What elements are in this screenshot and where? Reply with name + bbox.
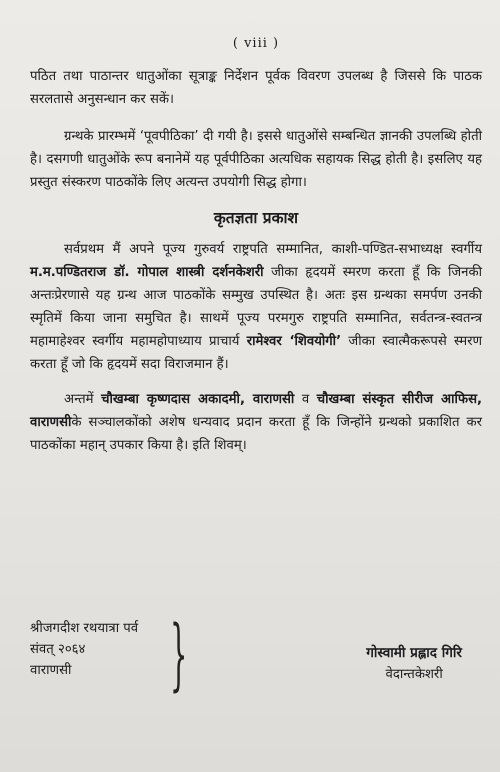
gratitude-text-2: जीका हृदयमें स्मरण करता हूँ कि जिनकी अन्तःप्रेरणासे यह ग्रन्थ आज पाठकोंके सम्मुख उपस्थित है। अतः इस ग्रन्थका समर्पण उनकी स्मृतिमें किया जाना समुचित है। साथमें पूज्य परमगुरु राष्ट्रपति सम्मानित, सर्वतन्त्र-स्वतन्त्र महामाहेश्वर स्वर्गीय महामहोपाध्याय प्राचार्य: [30, 265, 483, 349]
curly-brace-icon: }: [170, 610, 188, 700]
publisher-name-1: चौखम्बा कृष्णदास अकादमी, वाराणसी: [101, 392, 295, 407]
paramguru-name: रामेश्वर ‘शिवयोगी’: [246, 334, 342, 349]
place: वाराणसी: [30, 663, 72, 678]
paragraph-gratitude-teachers: [30, 238, 482, 376]
paragraph-continuation: पठित तथा पाठान्तर धातुओंका सूत्राङ्क निर्देशन पूर्वक विवरण उपलब्ध है जिससे कि पाठक सरलतासे अनुसन्धान कर सकें।: [30, 69, 482, 107]
author-name: गोस्वामी प्रह्लाद गिरि: [366, 645, 462, 661]
publisher-text-2: व: [294, 392, 317, 407]
publisher-text-1: अन्तमें: [64, 392, 102, 407]
gratitude-text-3: जीका स्वात्मैकरूपसे स्मरण करता हूँ जो कि हृदयमें सदा विराजमान हैं।: [30, 334, 483, 372]
page-number: ( viii ): [232, 36, 280, 51]
occasion: श्रीजगदीश रथयात्रा पर्व: [30, 621, 139, 636]
section-title: कृतज्ञता प्रकाश: [213, 209, 299, 227]
paragraph-purvapithika: [30, 125, 482, 194]
publisher-name-2: चौखम्बा संस्कृत सीरीज आफिस, वाराणसी: [30, 392, 482, 430]
author-title: वेदान्तकेशरी: [385, 667, 443, 682]
gratitude-text-1: सर्वप्रथम मैं अपने पूज्य गुरुवर्य राष्ट्रपति सम्मानित, काशी-पण्डित-सभाध्यक्ष स्वर्गीय: [64, 242, 482, 257]
guru-name: म.म.पण्डितराज डॉ. गोपाल शास्त्री दर्शनकेशरी: [30, 265, 264, 280]
samvat-year: संवत् २०६४: [30, 642, 86, 657]
date-place-info: [30, 618, 138, 681]
publisher-text-3: के सञ्चालकोंको अशेष धन्यवाद प्रदान करता हूँ कि जिन्होंने ग्रन्थको प्रकाशित कर पाठकोंका महान् उपकार किया है। इति शिवम्।: [30, 415, 482, 453]
signature-block: [30, 610, 482, 718]
paragraph-gratitude-publishers: [30, 388, 482, 457]
paragraph-purvapithika-text: ग्रन्थके प्रारम्भमें ‘पूवपीठिका’ दी गयी है। इससे धातुओंसे सम्बन्धित ज्ञानकी उपलब्धि होती है। दसगणी धातुओंके रूप बनानेमें यह पूर्वपीठिका अत्यधिक सहायक सिद्ध होती है। इसलिए यह प्रस्तुत संस्करण पाठकोंके लिए अत्यन्त उपयोगी सिद्ध होगा।: [30, 129, 482, 190]
author-signature: [366, 642, 462, 686]
